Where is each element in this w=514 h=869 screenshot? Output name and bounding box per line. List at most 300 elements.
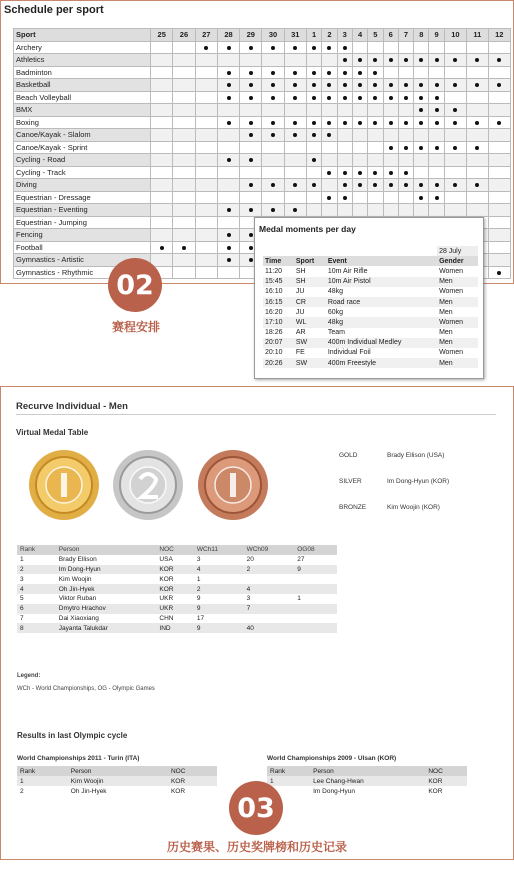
schedule-cell xyxy=(383,191,398,204)
rank-cell: 20 xyxy=(246,556,254,564)
schedule-cell xyxy=(429,116,444,129)
day-31: 31 xyxy=(284,29,306,42)
schedule-cell xyxy=(195,116,217,129)
schedule-cell xyxy=(383,79,398,92)
schedule-cell xyxy=(429,79,444,92)
rank-cell: 6 xyxy=(17,604,56,614)
schedule-cell xyxy=(173,104,195,117)
schedule-cell xyxy=(444,91,466,104)
table-row xyxy=(17,786,217,796)
schedule-cell xyxy=(352,41,367,54)
schedule-cell xyxy=(173,79,195,92)
schedule-cell xyxy=(414,54,429,67)
rank-cell xyxy=(244,614,295,624)
results-cell: KOR xyxy=(168,776,217,786)
schedule-cell xyxy=(240,104,262,117)
rank-cell: Jayanta Talukdar xyxy=(56,623,157,633)
results-cell: Oh Jin-Hyek xyxy=(70,787,107,795)
schedule-cell xyxy=(444,166,466,179)
medal-row xyxy=(263,317,478,327)
event-dot-icon xyxy=(249,46,253,50)
event-dot-icon xyxy=(475,83,479,87)
event-dot-icon xyxy=(182,246,186,250)
medal-cell: 48kg xyxy=(326,317,437,327)
schedule-cell xyxy=(217,254,239,267)
event-dot-icon xyxy=(404,58,408,62)
schedule-cell xyxy=(337,104,352,117)
sport-name: Canoe/Kayak - Sprint xyxy=(14,141,151,154)
event-dot-icon xyxy=(343,96,347,100)
schedule-cell xyxy=(337,66,352,79)
schedule-cell xyxy=(414,179,429,192)
schedule-cell xyxy=(173,129,195,142)
results-header-cell: Person xyxy=(68,766,168,776)
event-dot-icon xyxy=(343,121,347,125)
medal-moments-table xyxy=(263,246,478,368)
table-row xyxy=(17,604,337,614)
rank-header-cell: OG08 xyxy=(294,545,337,555)
schedule-cell xyxy=(217,91,239,104)
schedule-cell xyxy=(195,54,217,67)
schedule-cell xyxy=(429,166,444,179)
schedule-cell xyxy=(262,41,284,54)
rank-header-cell: NOC xyxy=(156,545,193,555)
event-dot-icon xyxy=(343,58,347,62)
sport-name: Football xyxy=(14,241,151,254)
schedule-cell xyxy=(240,141,262,154)
schedule-cell xyxy=(217,66,239,79)
medal-date: 28 July xyxy=(437,246,478,256)
medal-cell: 16:15 xyxy=(263,297,294,307)
event-dot-icon xyxy=(358,121,362,125)
schedule-cell xyxy=(195,91,217,104)
sport-name: Basketball xyxy=(14,79,151,92)
table-row xyxy=(17,574,337,584)
event-dot-icon xyxy=(227,121,231,125)
medal-row xyxy=(263,287,478,297)
schedule-cell xyxy=(337,79,352,92)
day-30: 30 xyxy=(262,29,284,42)
sport-name: Equestrian - Eventing xyxy=(14,204,151,217)
event-dot-icon xyxy=(404,171,408,175)
day-27: 27 xyxy=(195,29,217,42)
schedule-cell xyxy=(240,154,262,167)
schedule-cell xyxy=(444,41,466,54)
medal-cell: Men xyxy=(437,297,478,307)
schedule-cell xyxy=(383,66,398,79)
schedule-cell xyxy=(151,154,173,167)
medal-row xyxy=(263,277,478,287)
event-dot-icon xyxy=(404,121,408,125)
schedule-cell xyxy=(173,154,195,167)
schedule-cell xyxy=(383,179,398,192)
schedule-cell xyxy=(352,79,367,92)
schedule-cell xyxy=(262,179,284,192)
results-cell: 1 xyxy=(17,776,68,786)
schedule-cell xyxy=(240,116,262,129)
schedule-cell xyxy=(195,191,217,204)
event-dot-icon xyxy=(404,96,408,100)
table-row xyxy=(17,594,337,604)
medal-cell: 20:10 xyxy=(265,349,283,357)
schedule-cell xyxy=(240,166,262,179)
event-dot-icon xyxy=(389,96,393,100)
gold-medal-label: GOLD xyxy=(339,452,358,459)
event-dot-icon xyxy=(419,121,423,125)
event-dot-icon xyxy=(497,83,501,87)
history-title: Recurve Individual - Men xyxy=(16,401,128,412)
badge-03: 03 xyxy=(229,781,283,835)
medal-cell: 20:26 xyxy=(263,358,294,368)
schedule-cell xyxy=(306,66,321,79)
day-29: 29 xyxy=(240,29,262,42)
schedule-cell xyxy=(444,79,466,92)
day-12: 12 xyxy=(488,29,510,42)
schedule-cell xyxy=(284,116,306,129)
medal-cell: Women xyxy=(439,267,464,275)
event-dot-icon xyxy=(343,83,347,87)
event-dot-icon xyxy=(271,121,275,125)
event-dot-icon xyxy=(327,196,331,200)
event-dot-icon xyxy=(358,96,362,100)
event-dot-icon xyxy=(475,183,479,187)
schedule-cell xyxy=(240,204,262,217)
schedule-cell xyxy=(240,79,262,92)
schedule-cell xyxy=(352,166,367,179)
schedule-cell xyxy=(195,179,217,192)
schedule-cell xyxy=(488,229,510,242)
schedule-cell xyxy=(368,79,383,92)
day-26: 26 xyxy=(173,29,195,42)
schedule-cell xyxy=(488,254,510,267)
schedule-cell xyxy=(368,141,383,154)
schedule-cell xyxy=(217,179,239,192)
rank-header-cell: WCh09 xyxy=(244,545,295,555)
event-dot-icon xyxy=(227,246,231,250)
sport-name: Archery xyxy=(14,41,151,54)
day-7: 7 xyxy=(398,29,413,42)
schedule-cell xyxy=(240,191,262,204)
medal-moments-title: Medal moments per day xyxy=(259,224,356,234)
schedule-cell xyxy=(195,129,217,142)
medal-moments-header xyxy=(263,256,478,266)
sport-name: Beach Volleyball xyxy=(14,91,151,104)
schedule-cell xyxy=(322,129,337,142)
rank-cell: 5 xyxy=(20,595,24,603)
schedule-cell xyxy=(306,79,321,92)
schedule-cell xyxy=(429,179,444,192)
caption-schedule: 赛程安排 xyxy=(111,320,160,334)
silver-medal-label: SILVER xyxy=(339,478,362,485)
medal-cell: 10m Air Rifle xyxy=(327,267,368,275)
schedule-cell xyxy=(467,141,489,154)
event-dot-icon xyxy=(404,146,408,150)
results-cell: Kim Woojin xyxy=(68,776,168,786)
schedule-cell xyxy=(488,54,510,67)
event-dot-icon xyxy=(293,133,297,137)
day-11: 11 xyxy=(467,29,489,42)
schedule-header-row xyxy=(14,29,511,42)
schedule-cell xyxy=(284,191,306,204)
schedule-cell xyxy=(488,204,510,217)
sport-name: Equestrian - Dressage xyxy=(14,191,151,204)
schedule-cell xyxy=(414,66,429,79)
schedule-cell xyxy=(398,154,413,167)
medal-cell: 16:10 xyxy=(265,288,283,296)
event-dot-icon xyxy=(249,133,253,137)
medal-cell: Women xyxy=(439,288,464,296)
event-dot-icon xyxy=(475,121,479,125)
schedule-cell xyxy=(173,66,195,79)
schedule-cell xyxy=(151,104,173,117)
schedule-cell xyxy=(383,104,398,117)
rank-cell: IND xyxy=(156,623,193,633)
event-dot-icon xyxy=(475,58,479,62)
medal-cell: Men xyxy=(439,308,453,316)
schedule-cell xyxy=(398,204,413,217)
rank-header-cell: Person xyxy=(56,545,157,555)
event-dot-icon xyxy=(271,208,275,212)
results-header-cell: NOC xyxy=(168,766,217,776)
sport-row xyxy=(14,54,511,67)
schedule-cell xyxy=(414,104,429,117)
medal-cell: Men xyxy=(437,338,478,348)
schedule-cell xyxy=(337,191,352,204)
event-dot-icon xyxy=(404,83,408,87)
schedule-cell xyxy=(173,254,195,267)
rank-cell: 4 xyxy=(194,565,244,575)
schedule-cell xyxy=(262,191,284,204)
schedule-cell xyxy=(444,179,466,192)
day-8: 8 xyxy=(414,29,429,42)
table-row xyxy=(17,565,337,575)
schedule-cell xyxy=(429,41,444,54)
schedule-cell xyxy=(352,104,367,117)
schedule-cell xyxy=(429,141,444,154)
schedule-cell xyxy=(488,79,510,92)
rank-cell: Im Dong-Hyun xyxy=(56,565,157,575)
results-header xyxy=(17,766,217,776)
schedule-cell xyxy=(322,141,337,154)
schedule-cell xyxy=(262,204,284,217)
schedule-cell xyxy=(383,141,398,154)
schedule-cell xyxy=(429,204,444,217)
schedule-cell xyxy=(488,154,510,167)
event-dot-icon xyxy=(293,46,297,50)
schedule-cell xyxy=(444,104,466,117)
rank-cell xyxy=(294,623,337,633)
day-25: 25 xyxy=(151,29,173,42)
medal-cell: 60kg xyxy=(327,308,344,316)
event-dot-icon xyxy=(271,83,275,87)
schedule-cell xyxy=(383,41,398,54)
schedule-cell xyxy=(195,66,217,79)
event-dot-icon xyxy=(475,146,479,150)
event-dot-icon xyxy=(453,83,457,87)
schedule-cell xyxy=(195,154,217,167)
event-dot-icon xyxy=(358,183,362,187)
schedule-cell xyxy=(398,104,413,117)
schedule-cell xyxy=(444,66,466,79)
sport-name: BMX xyxy=(14,104,151,117)
medal-row xyxy=(263,358,478,368)
schedule-cell xyxy=(322,41,337,54)
schedule-cell xyxy=(262,141,284,154)
medal-row xyxy=(263,297,478,307)
results-header xyxy=(267,766,467,776)
rank-cell xyxy=(294,614,337,624)
badge-02: 02 xyxy=(108,258,162,312)
rank-cell xyxy=(294,604,337,614)
schedule-cell xyxy=(337,204,352,217)
schedule-cell xyxy=(217,154,239,167)
rank-cell: UKR xyxy=(156,604,193,614)
rank-cell: 4 xyxy=(17,584,56,594)
table-row xyxy=(267,776,467,786)
event-dot-icon xyxy=(343,46,347,50)
schedule-cell xyxy=(398,191,413,204)
schedule-cell xyxy=(217,79,239,92)
schedule-cell xyxy=(322,79,337,92)
schedule-cell xyxy=(195,241,217,254)
caption-history: 历史赛果、历史奖牌榜和历史记录 xyxy=(166,840,347,854)
sport-name: Cycling - Track xyxy=(14,166,151,179)
event-dot-icon xyxy=(249,71,253,75)
medal-row xyxy=(263,266,478,276)
event-dot-icon xyxy=(249,158,253,162)
schedule-cell xyxy=(195,266,217,279)
event-dot-icon xyxy=(227,233,231,237)
results-header-cell: Rank xyxy=(267,766,310,776)
schedule-cell xyxy=(322,166,337,179)
results-wc2009-title: World Championships 2009 - Ulsan (KOR) xyxy=(267,755,397,762)
event-dot-icon xyxy=(312,183,316,187)
schedule-cell xyxy=(306,91,321,104)
day-3: 3 xyxy=(337,29,352,42)
schedule-cell xyxy=(306,141,321,154)
event-dot-icon xyxy=(312,71,316,75)
rank-cell: 2 xyxy=(17,565,56,575)
medal-cell: 10m Air Pistol xyxy=(326,277,437,287)
event-dot-icon xyxy=(271,96,275,100)
event-dot-icon xyxy=(435,108,439,112)
sport-name: Diving xyxy=(14,179,151,192)
schedule-cell xyxy=(322,66,337,79)
schedule-cell xyxy=(240,179,262,192)
medal-row xyxy=(263,328,478,338)
schedule-cell xyxy=(429,54,444,67)
schedule-cell xyxy=(414,129,429,142)
rank-cell: Oh Jin-Hyek xyxy=(56,584,157,594)
medal-cell: 18:26 xyxy=(265,329,283,337)
schedule-cell xyxy=(398,41,413,54)
event-dot-icon xyxy=(249,83,253,87)
rank-cell: 1 xyxy=(196,575,201,583)
table-row xyxy=(267,786,467,796)
schedule-cell xyxy=(444,129,466,142)
rank-cell: 7 xyxy=(20,614,24,622)
day-2: 2 xyxy=(322,29,337,42)
medal-row xyxy=(263,348,478,358)
schedule-cell xyxy=(306,154,321,167)
schedule-cell xyxy=(337,154,352,167)
rank-cell: 2 xyxy=(244,565,295,575)
schedule-cell xyxy=(467,129,489,142)
results-cell: Lee Chang-Hwan xyxy=(310,776,425,786)
event-dot-icon xyxy=(293,96,297,100)
medal-cell: JU xyxy=(295,308,305,316)
schedule-cell xyxy=(337,41,352,54)
event-dot-icon xyxy=(419,58,423,62)
results-cell: KOR xyxy=(170,787,186,795)
event-dot-icon xyxy=(435,146,439,150)
schedule-cell xyxy=(322,191,337,204)
event-dot-icon xyxy=(453,58,457,62)
schedule-cell xyxy=(467,41,489,54)
schedule-cell xyxy=(284,104,306,117)
schedule-cell xyxy=(284,66,306,79)
schedule-cell xyxy=(195,79,217,92)
schedule-cell xyxy=(383,91,398,104)
event-dot-icon xyxy=(312,46,316,50)
schedule-cell xyxy=(414,116,429,129)
rank-cell: 17 xyxy=(196,614,205,622)
gold-winner: Brady Ellison (USA) xyxy=(387,452,445,459)
medal-cell: CR xyxy=(294,297,326,307)
schedule-cell xyxy=(217,116,239,129)
rank-cell: 9 xyxy=(194,604,244,614)
rank-cell: 9 xyxy=(194,623,244,633)
sport-name: Canoe/Kayak - Slalom xyxy=(14,129,151,142)
bronze-winner: Kim Woojin (KOR) xyxy=(387,504,440,511)
event-dot-icon xyxy=(249,183,253,187)
schedule-cell xyxy=(306,179,321,192)
event-dot-icon xyxy=(327,46,331,50)
schedule-cell xyxy=(195,141,217,154)
schedule-cell xyxy=(398,166,413,179)
sport-row xyxy=(14,191,511,204)
schedule-cell xyxy=(306,104,321,117)
schedule-cell xyxy=(322,54,337,67)
schedule-cell xyxy=(398,141,413,154)
schedule-cell xyxy=(284,129,306,142)
schedule-cell xyxy=(488,166,510,179)
schedule-cell xyxy=(306,191,321,204)
event-dot-icon xyxy=(293,121,297,125)
rank-header-cell: WCh11 xyxy=(194,545,244,555)
rank-cell: 9 xyxy=(294,565,337,575)
results-cell: 1 xyxy=(267,776,310,786)
medal-cell: 11:20 xyxy=(265,267,282,275)
schedule-cell xyxy=(217,104,239,117)
schedule-cell xyxy=(337,116,352,129)
medal-cell: Individual Foil xyxy=(327,349,371,357)
event-dot-icon xyxy=(389,146,393,150)
results-cell: 2 xyxy=(20,787,24,795)
schedule-cell xyxy=(383,129,398,142)
event-dot-icon xyxy=(497,121,501,125)
schedule-cell xyxy=(262,66,284,79)
rank-cell: 1 xyxy=(20,556,24,564)
schedule-cell xyxy=(217,216,239,229)
schedule-cell xyxy=(217,229,239,242)
medal-header-cell: Gender xyxy=(437,256,478,266)
schedule-cell xyxy=(429,129,444,142)
event-dot-icon xyxy=(497,271,501,275)
schedule-cell xyxy=(444,141,466,154)
rank-header-cell: Rank xyxy=(17,545,56,555)
schedule-cell xyxy=(467,54,489,67)
